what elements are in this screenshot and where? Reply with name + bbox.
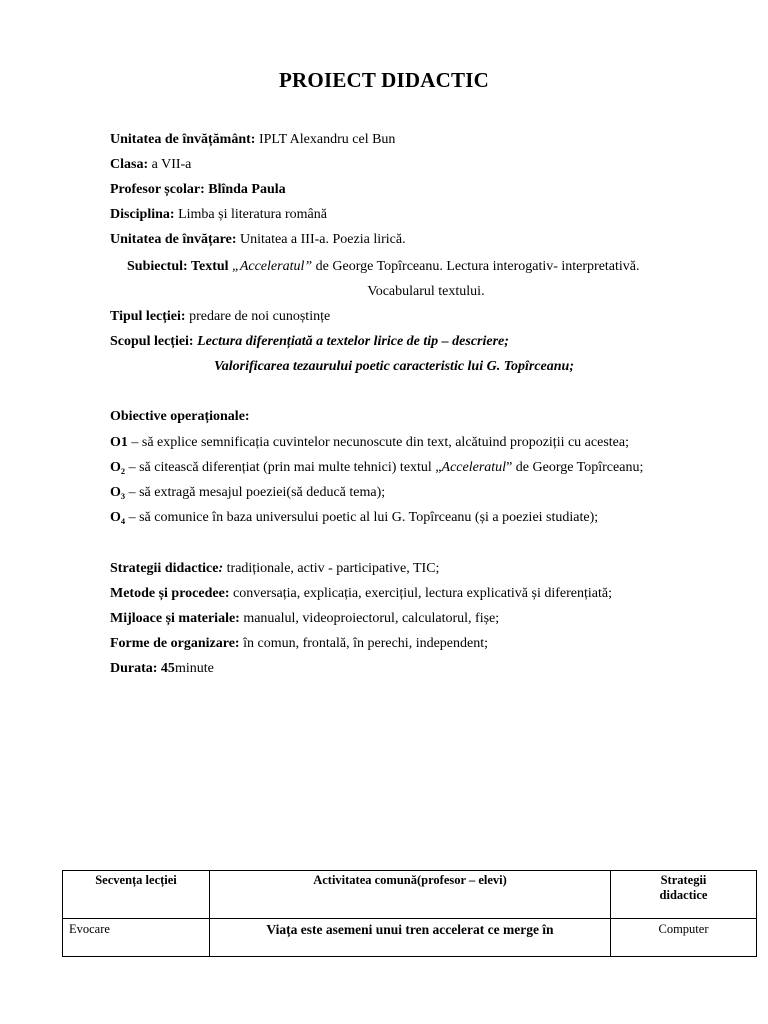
objective-item <box>110 484 385 502</box>
field-value: în comun, frontală, în perechi, independent; <box>239 636 489 651</box>
field-label: Durata: 45 <box>110 661 175 676</box>
field-label: Mijloace și materiale: <box>110 611 240 626</box>
objective-text: – să comunice în baza universului poetic al lui G. Topîrceanu (și a poeziei studiate); <box>125 510 599 525</box>
poem-title: Acceleratul <box>239 259 305 274</box>
objective-code: O₄ <box>110 510 126 525</box>
field-durata <box>110 660 214 678</box>
field-subiectul-line2: Vocabularul textului. <box>367 284 485 299</box>
field-value: IPLT Alexandru cel Bun <box>255 132 396 147</box>
objective-code: O1 <box>110 435 128 450</box>
field-value: Blînda Paula <box>204 182 286 197</box>
table-cell: Evocare <box>63 919 210 957</box>
poem-title: Acceleratul <box>441 460 507 475</box>
table-header-cell: Strategii didactice <box>611 871 757 919</box>
field-metode <box>110 585 612 603</box>
field-label: Strategii didactice <box>110 561 219 576</box>
objective-code: O₃ <box>110 485 126 500</box>
field-profesor <box>110 181 286 199</box>
field-mijloace <box>110 610 499 628</box>
objective-text: – să extragă mesajul poeziei(să deducă tema); <box>125 485 386 500</box>
field-label: Tipul lecției: <box>110 309 186 324</box>
field-value: tradiționale, activ - participative, TIC; <box>223 561 440 576</box>
field-value: Limba și literatura română <box>174 207 327 222</box>
table-cell: Viața este asemeni unui tren accelerat ce merge în <box>210 919 611 957</box>
field-label: Unitatea de învățare: <box>110 232 237 247</box>
field-forme <box>110 635 488 653</box>
lesson-sequence-table <box>62 870 757 957</box>
field-clasa <box>110 156 191 174</box>
field-label: Disciplina: <box>110 207 175 222</box>
field-value: de George Topîrceanu. Lectura interogativ- interpretativă. <box>312 259 640 274</box>
field-scopul-line2: Valorificarea tezaurului poetic caracteristic lui G. Topîrceanu; <box>214 359 574 374</box>
field-label: Forme de organizare: <box>110 636 240 651</box>
field-unitate-invatare <box>110 231 406 249</box>
field-label: Clasa: <box>110 157 149 172</box>
objectives-heading: Obiective operaționale: <box>110 409 250 424</box>
field-value: Lectura diferențiată a textelor lirice de tip – descriere; <box>193 334 509 349</box>
quote-close: ” <box>304 259 313 274</box>
field-value: a VII-a <box>148 157 192 172</box>
table-row <box>63 919 757 957</box>
field-label: Unitatea de învățământ: <box>110 132 256 147</box>
table-header-cell: Activitatea comună(profesor – elevi) <box>210 871 611 919</box>
objective-item <box>110 434 629 452</box>
field-unitate-invatamant <box>110 131 395 149</box>
field-value: manualul, videoproiectorul, calculatorul, fișe; <box>239 611 500 626</box>
table-header-row <box>63 871 757 919</box>
field-label: Profesor școlar: <box>110 182 205 197</box>
field-strategii <box>110 560 439 578</box>
field-colon: : <box>218 561 224 576</box>
objective-text: – să citească diferențiat (prin mai multe tehnici) textul „ <box>125 460 442 475</box>
field-subiectul <box>127 258 640 276</box>
objective-code: O₂ <box>110 460 126 475</box>
field-label: Metode și procedee: <box>110 586 230 601</box>
quote-open: „ <box>228 259 240 274</box>
table-cell: Computer <box>611 919 757 957</box>
objective-text: ” de George Topîrceanu; <box>506 460 644 475</box>
field-value: Unitatea a III-a. Poezia lirică. <box>236 232 406 247</box>
field-label: Scopul lecției: <box>110 334 194 349</box>
field-value: minute <box>174 661 214 676</box>
field-label: Subiectul: Textul <box>127 259 229 274</box>
field-disciplina <box>110 206 327 224</box>
table-header-cell: Secvența lecției <box>63 871 210 919</box>
objective-item <box>110 509 598 527</box>
field-tipul <box>110 308 330 326</box>
field-value: conversația, explicația, exercițiul, lectura explicativă și diferențiată; <box>229 586 612 601</box>
field-value: predare de noi cunoștințe <box>185 309 331 324</box>
objective-item <box>110 459 643 477</box>
objective-text: – să explice semnificația cuvintelor necunoscute din text, alcătuind propoziții cu acestea; <box>127 435 629 450</box>
field-scopul <box>110 333 509 351</box>
page-title: PROIECT DIDACTIC <box>279 68 489 92</box>
